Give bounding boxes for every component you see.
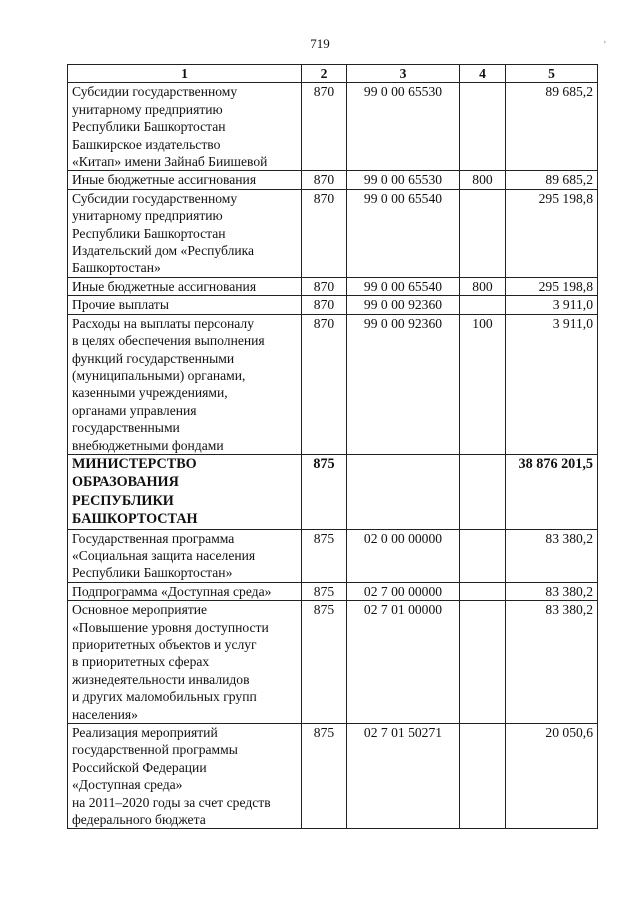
item-name [68, 189, 302, 277]
table-row [68, 83, 598, 171]
item-name-line: Субсидии государственному [72, 190, 238, 206]
item-name [68, 724, 302, 829]
item-name-line: Прочие выплаты [72, 297, 169, 313]
expense-type-code [460, 582, 506, 600]
budget-table [67, 64, 598, 829]
amount: 295 198,8 [506, 189, 598, 277]
item-name-line: государственной программы [72, 742, 238, 758]
item-name [68, 83, 302, 171]
item-name-line: федерального бюджета [72, 812, 206, 828]
item-name [68, 582, 302, 600]
table-row [68, 171, 598, 189]
table-row [68, 296, 598, 314]
item-name-line: государственными [72, 420, 180, 436]
item-name-line: «Повышение уровня доступности [72, 619, 269, 635]
department-code: 870 [302, 277, 347, 295]
item-name-line: Государственная программа [72, 530, 235, 546]
item-name-line: функций государственными [72, 350, 235, 366]
item-name-line: Расходы на выплаты персоналу [72, 315, 254, 331]
table-row [68, 601, 598, 724]
item-name-line: Издательский дом «Республика [72, 243, 255, 259]
item-name-line: Основное мероприятие [72, 602, 208, 618]
item-name-line: (муниципальными) органами, [72, 367, 246, 383]
item-name-line: в приоритетных сферах [72, 654, 210, 670]
item-name-line: Реализация мероприятий [72, 725, 218, 741]
item-name-line: и других маломобильных групп [72, 689, 257, 705]
item-name [68, 454, 302, 529]
expense-type-code [460, 529, 506, 582]
header-col-5: 5 [506, 65, 598, 83]
item-name-line: МИНИСТЕРСТВО [72, 455, 197, 472]
item-name-line: Республики Башкортостан» [72, 565, 233, 581]
item-name-line: Российской Федерации [72, 759, 207, 775]
department-code: 875 [302, 454, 347, 529]
header-col-4: 4 [460, 65, 506, 83]
target-article-code: 99 0 00 92360 [347, 296, 460, 314]
target-article-code: 02 7 00 00000 [347, 582, 460, 600]
department-code: 875 [302, 601, 347, 724]
page-number: 719 [310, 36, 330, 51]
expense-type-code [460, 454, 506, 529]
item-name-line: на 2011–2020 годы за счет средств [72, 794, 271, 810]
item-name-line: БАШКОРТОСТАН [72, 511, 198, 528]
target-article-code: 99 0 00 65540 [347, 189, 460, 277]
item-name-line: унитарному предприятию [72, 208, 223, 224]
item-name-line: РЕСПУБЛИКИ [72, 492, 174, 509]
item-name-line: Иные бюджетные ассигнования [72, 278, 257, 294]
item-name-line: Башкортостан» [72, 260, 161, 276]
item-name [68, 277, 302, 295]
expense-type-code: 100 [460, 314, 506, 454]
item-name-line: внебюджетными фондами [72, 437, 224, 453]
target-article-code [347, 454, 460, 529]
target-article-code: 02 7 01 50271 [347, 724, 460, 829]
table-row [68, 724, 598, 829]
item-name [68, 314, 302, 454]
expense-type-code [460, 189, 506, 277]
item-name-line: «Доступная среда» [72, 777, 183, 793]
table-body [68, 83, 598, 829]
item-name-line: населения» [72, 706, 138, 722]
item-name-line: унитарному предприятию [72, 101, 223, 117]
header-col-2: 2 [302, 65, 347, 83]
amount: 83 380,2 [506, 601, 598, 724]
department-code: 870 [302, 171, 347, 189]
table-row [68, 529, 598, 582]
item-name-line: Республики Башкортостан [72, 225, 226, 241]
target-article-code: 99 0 00 65540 [347, 277, 460, 295]
item-name-line: жизнедеятельности инвалидов [72, 671, 250, 687]
item-name [68, 171, 302, 189]
target-article-code: 02 7 01 00000 [347, 601, 460, 724]
amount: 89 685,2 [506, 171, 598, 189]
amount: 38 876 201,5 [506, 454, 598, 529]
amount: 20 050,6 [506, 724, 598, 829]
item-name-line: органами управления [72, 402, 197, 418]
item-name-line: «Социальная защита населения [72, 547, 256, 563]
amount: 83 380,2 [506, 529, 598, 582]
item-name-line: ОБРАЗОВАНИЯ [72, 474, 179, 491]
department-code: 870 [302, 296, 347, 314]
expense-type-code [460, 296, 506, 314]
department-code: 875 [302, 529, 347, 582]
item-name [68, 529, 302, 582]
item-name-line: Башкирское издательство [72, 136, 221, 152]
table-row [68, 582, 598, 600]
table-row [68, 454, 598, 529]
item-name-line: казенными учреждениями, [72, 385, 228, 401]
amount: 89 685,2 [506, 83, 598, 171]
expense-type-code [460, 724, 506, 829]
department-code: 875 [302, 724, 347, 829]
expense-type-code: 800 [460, 277, 506, 295]
item-name-line: Иные бюджетные ассигнования [72, 172, 257, 188]
amount: 3 911,0 [506, 296, 598, 314]
target-article-code: 99 0 00 65530 [347, 171, 460, 189]
amount: 295 198,8 [506, 277, 598, 295]
expense-type-code [460, 601, 506, 724]
item-name-line: Субсидии государственному [72, 84, 238, 100]
header-col-1: 1 [68, 65, 302, 83]
department-code: 870 [302, 189, 347, 277]
item-name [68, 296, 302, 314]
department-code: 875 [302, 582, 347, 600]
department-code: 870 [302, 314, 347, 454]
corner-mark: ' [604, 40, 606, 51]
table-row [68, 277, 598, 295]
target-article-code: 99 0 00 92360 [347, 314, 460, 454]
header-row [68, 65, 598, 83]
target-article-code: 02 0 00 00000 [347, 529, 460, 582]
header-col-3: 3 [347, 65, 460, 83]
target-article-code: 99 0 00 65530 [347, 83, 460, 171]
item-name-line: приоритетных объектов и услуг [72, 637, 257, 652]
item-name [68, 601, 302, 724]
amount: 83 380,2 [506, 582, 598, 600]
item-name-line: в целях обеспечения выполнения [72, 333, 265, 349]
department-code: 870 [302, 83, 347, 171]
table-row [68, 189, 598, 277]
expense-type-code [460, 83, 506, 171]
item-name-line: Подпрограмма «Доступная среда» [72, 583, 272, 599]
amount: 3 911,0 [506, 314, 598, 454]
item-name-line: Республики Башкортостан [72, 119, 226, 135]
table-row [68, 314, 598, 454]
item-name-line: «Китап» имени Зайнаб Биишевой [72, 154, 268, 170]
expense-type-code: 800 [460, 171, 506, 189]
